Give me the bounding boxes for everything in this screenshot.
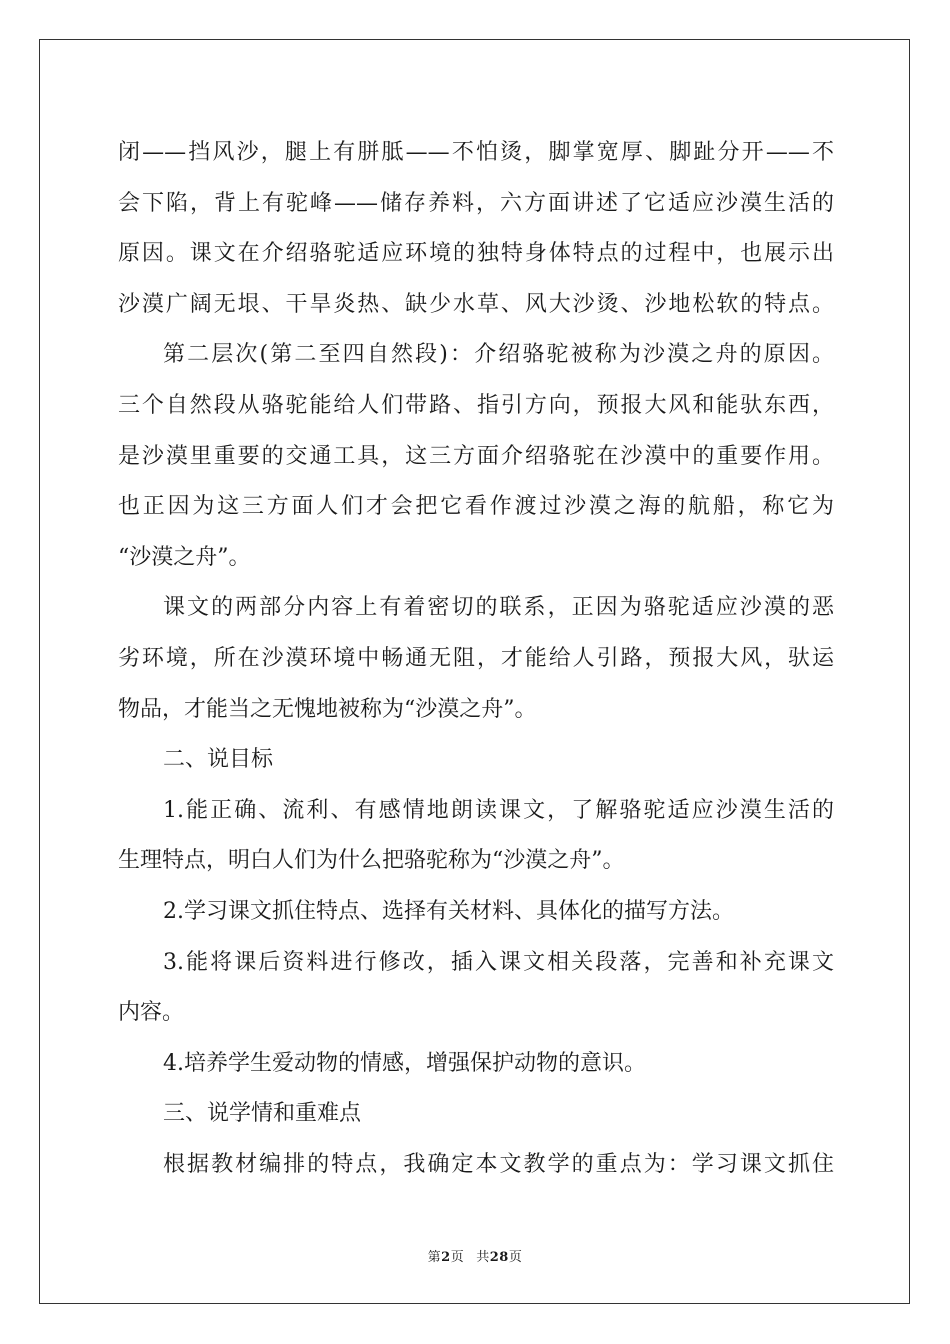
text-line: 1.能正确、流利、有感情地朗读课文，了解骆驼适应沙漠生活的 <box>163 797 834 823</box>
text-line: 内容。 <box>118 1000 185 1026</box>
page-footer <box>0 1246 950 1265</box>
text-line: 三个自然段从骆驼能给人们带路、指引方向，预报大风和能驮东西， <box>118 392 834 418</box>
total-prefix: 共 <box>476 1250 490 1265</box>
text-line: 4.培养学生爱动物的情感，增强保护动物的意识。 <box>163 1050 646 1076</box>
text-line: 是沙漠里重要的交通工具，这三方面介绍骆驼在沙漠中的重要作用。 <box>118 443 834 469</box>
text-line: 物品，才能当之无愧地被称为“沙漠之舟”。 <box>118 696 537 722</box>
total-suffix: 页 <box>508 1250 523 1265</box>
text-line: 根据教材编排的特点，我确定本文教学的重点为：学习课文抓住 <box>163 1151 834 1177</box>
text-line: 原因。课文在介绍骆驼适应环境的独特身体特点的过程中，也展示出 <box>118 241 834 267</box>
text-line: 劣环境，所在沙漠环境中畅通无阻，才能给人引路，预报大风，驮运 <box>118 645 834 671</box>
text-line: 生理特点，明白人们为什么把骆驼称为“沙漠之舟”。 <box>118 848 625 874</box>
page-suffix: 页 <box>450 1250 465 1265</box>
text-line: 沙漠广阔无垠、干旱炎热、缺少水草、风大沙烫、沙地松软的特点。 <box>118 291 834 317</box>
section-heading: 三、说学情和重难点 <box>163 1101 362 1127</box>
page-prefix: 第 <box>427 1250 442 1265</box>
text-line: 第二层次(第二至四自然段)：介绍骆驼被称为沙漠之舟的原因。 <box>163 342 834 368</box>
text-line: “沙漠之舟”。 <box>118 544 251 570</box>
total-pages: 28 <box>489 1250 509 1265</box>
text-line: 课文的两部分内容上有着密切的联系，正因为骆驼适应沙漠的恶 <box>163 595 834 621</box>
document-body <box>118 128 834 1190</box>
page-number: 2 <box>441 1250 451 1265</box>
text-line: 也正因为这三方面人们才会把它看作渡过沙漠之海的航船，称它为 <box>118 494 834 520</box>
text-line: 会下陷，背上有驼峰——储存养料，六方面讲述了它适应沙漠生活的 <box>118 190 834 216</box>
text-line: 2.学习课文抓住特点、选择有关材料、具体化的描写方法。 <box>163 898 734 924</box>
text-line: 3.能将课后资料进行修改，插入课文相关段落，完善和补充课文 <box>163 949 834 975</box>
text-line: 闭——挡风沙，腿上有胼胝——不怕烫，脚掌宽厚、脚趾分开——不 <box>118 140 834 165</box>
section-heading: 二、说目标 <box>163 747 274 773</box>
